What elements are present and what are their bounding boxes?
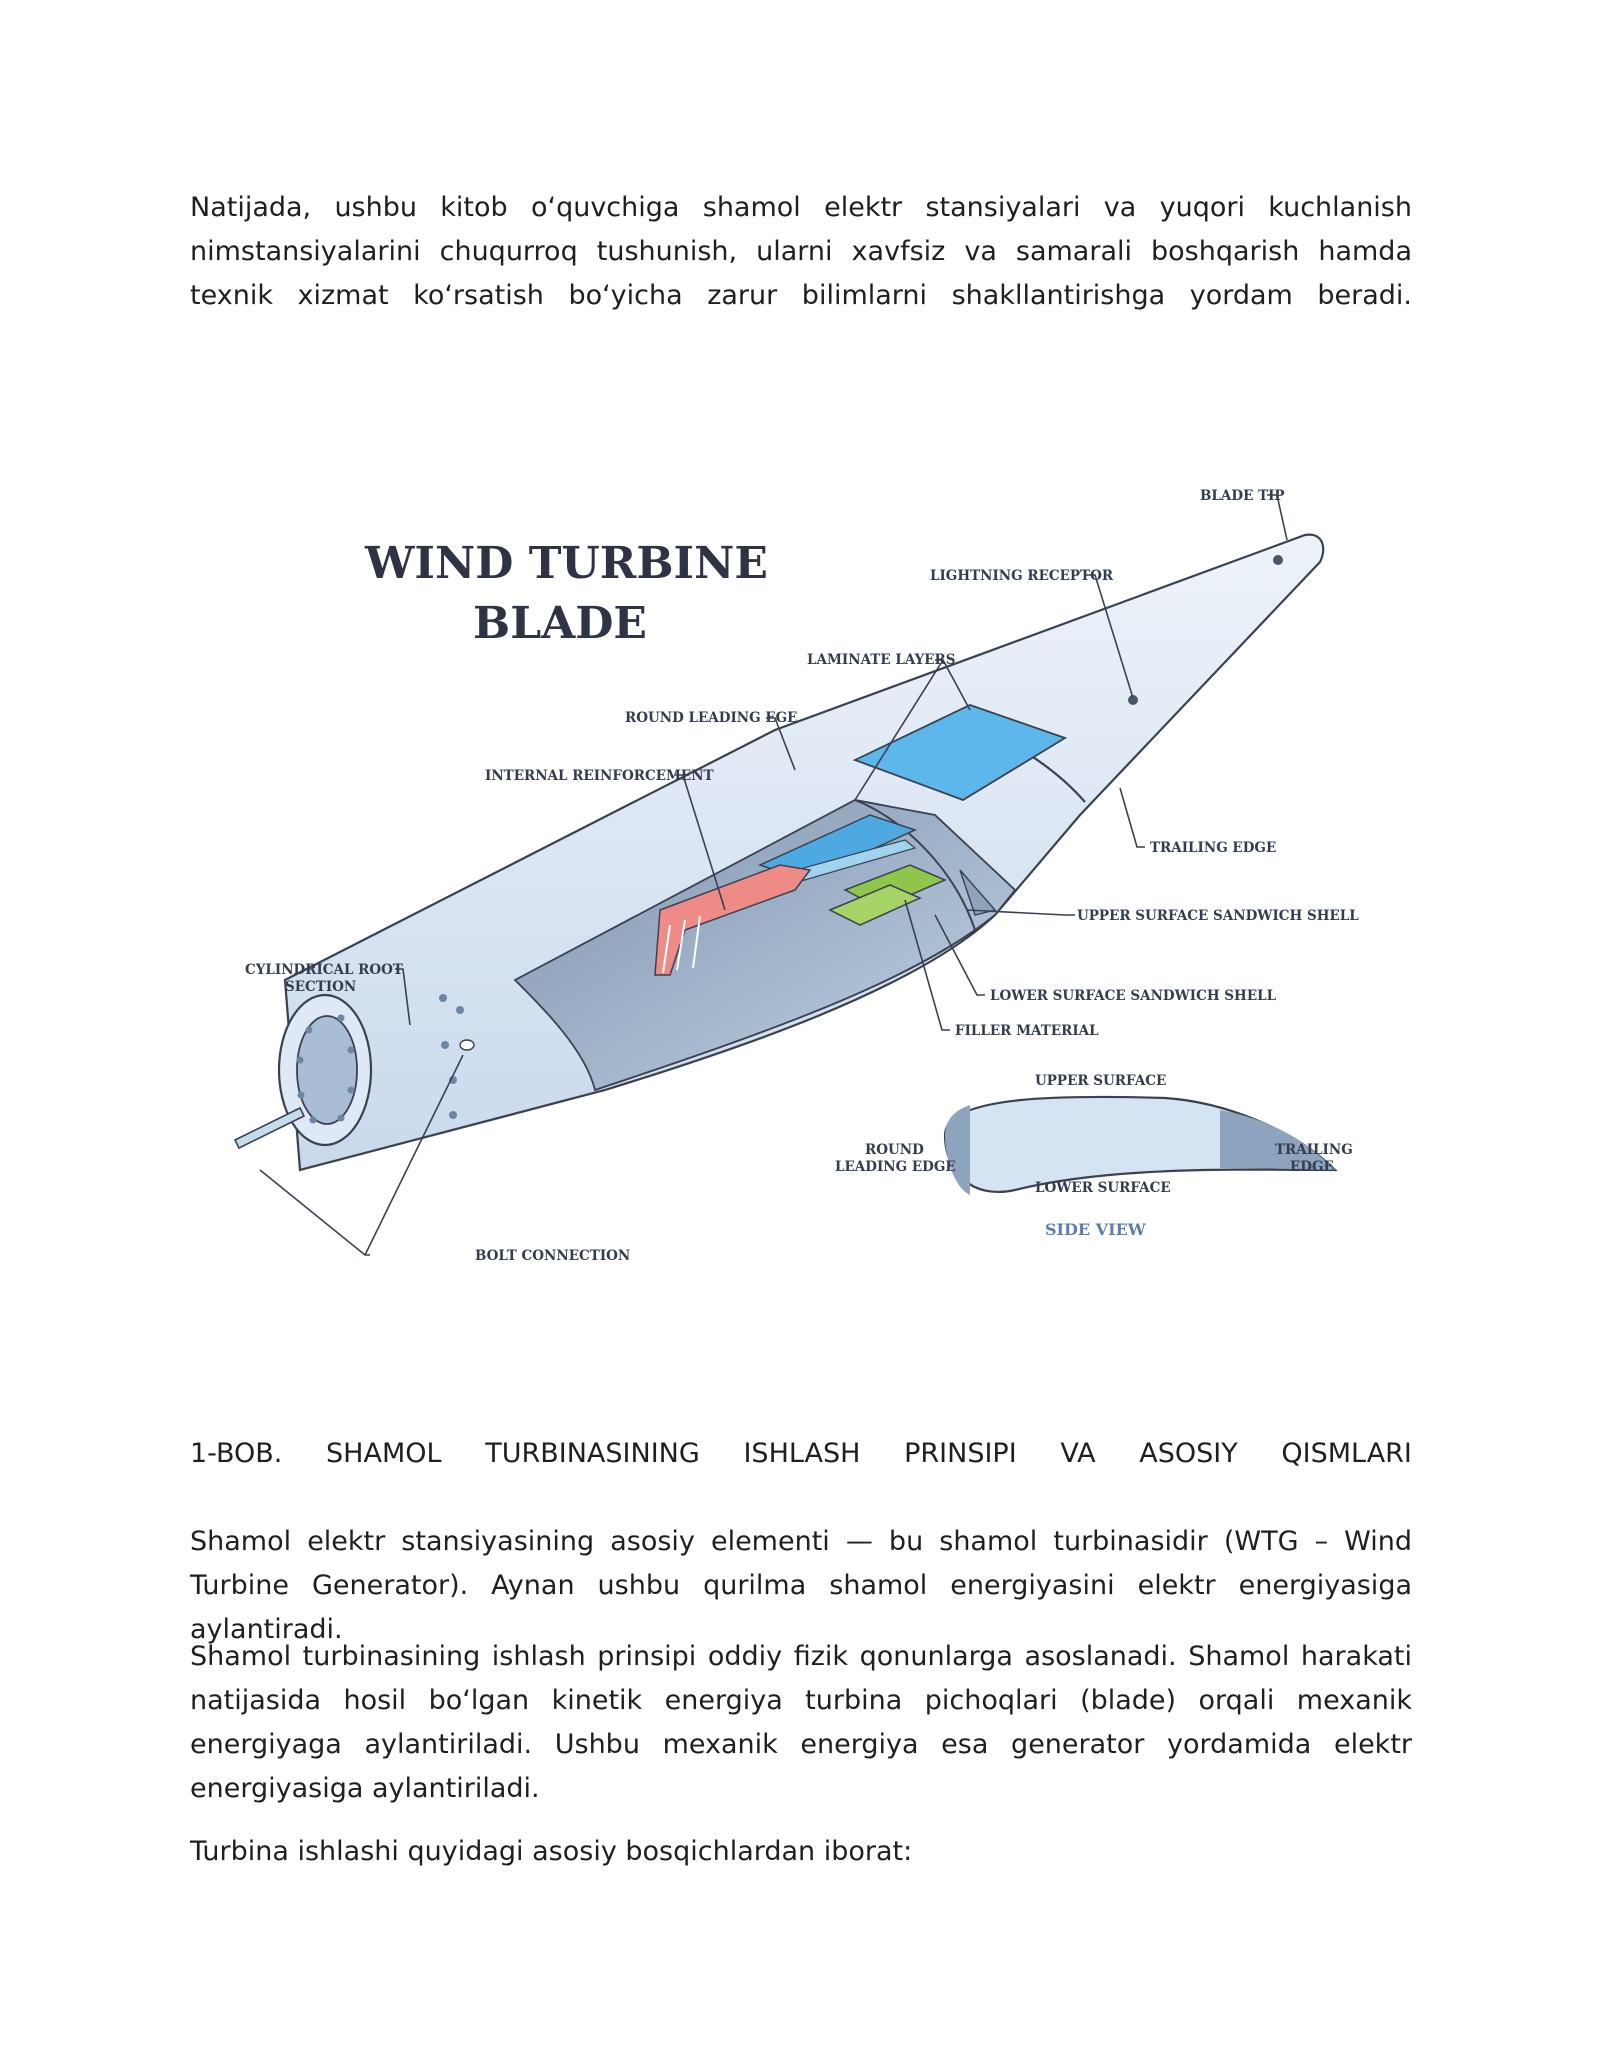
label-side-trailing-line2: EDGE — [1290, 1159, 1334, 1175]
label-round-leading-edge-line1: ROUND — [865, 1142, 924, 1158]
blade-diagram — [215, 470, 1390, 1280]
label-cylindrical-root-line2: SECTION — [285, 979, 357, 995]
label-blade-tip: BLADE TIP — [1200, 488, 1285, 504]
label-side-trailing-line1: TRAILING — [1275, 1142, 1353, 1158]
label-laminate-layers: LAMINATE LAYERS — [807, 652, 956, 668]
heading-word: ISHLASH — [743, 1438, 861, 1469]
label-internal-reinforcement: INTERNAL REINFORCEMENT — [485, 768, 714, 784]
label-round-leading-ege: ROUND LEADING EGE — [625, 710, 798, 726]
heading-word: QISMLARI — [1281, 1438, 1412, 1469]
heading-word: 1-BOB. — [190, 1438, 283, 1469]
label-lower-surface: LOWER SURFACE — [1035, 1180, 1171, 1196]
label-lower-surface-sandwich-shell: LOWER SURFACE SANDWICH SHELL — [990, 988, 1277, 1004]
label-bolt-connection: BOLT CONNECTION — [475, 1248, 631, 1264]
label-trailing-edge: TRAILING EDGE — [1150, 840, 1277, 856]
heading-word: SHAMOL — [326, 1438, 442, 1469]
paragraph-stages-lead: Turbina ishlashi quyidagi asosiy bosqichlardan iborat: — [190, 1836, 913, 1867]
wind-turbine-blade-figure — [215, 470, 1390, 1280]
label-cylindrical-root-line1: CYLINDRICAL ROOT — [245, 962, 403, 978]
chapter-heading — [190, 1432, 1412, 1476]
intro-paragraph: Natijada, ushbu kitob o‘quvchiga shamol elektr stansiyalari va yuqori kuchlanish nimstansiyalarini chuqurroq tushunish, ularni xavfsiz va samarali boshqarish hamda texnik xizmat ko‘rsatish bo‘yicha zarur bilimlarni shakllantirishga yordam beradi. — [190, 192, 1412, 311]
label-side-view: SIDE VIEW — [1045, 1220, 1146, 1239]
label-round-leading-edge-line2: LEADING EDGE — [835, 1159, 956, 1175]
paragraph-wtg-intro: Shamol elektr stansiyasining asosiy elementi — bu shamol turbinasidir (WTG – Wind Turbine Generator). Aynan ushbu qurilma shamol energiyasini elektr energiyasiga aylantiradi. — [190, 1526, 1412, 1645]
figure-title-line2: BLADE — [473, 598, 647, 649]
heading-word: VA — [1060, 1438, 1096, 1469]
root-ring-inner — [297, 1016, 357, 1124]
paragraph-working-principle: Shamol turbinasining ishlash prinsipi oddiy fizik qonunlarga asoslanadi. Shamol harakati natijasida hosil bo‘lgan kinetik energiya turbina pichoqlari (blade) orqali mexanik energiyaga aylantiriladi. Ushbu mexanik energiya esa generator yordamida elektr energiyasiga aylantiriladi. — [190, 1641, 1412, 1804]
figure-title-line1: WIND TURBINE — [365, 538, 768, 589]
label-lightning-receptor: LIGHTNING RECEPTOR — [930, 568, 1114, 584]
bolt — [235, 1108, 304, 1148]
heading-word: ASOSIY — [1139, 1438, 1238, 1469]
heading-word: PRINSIPI — [904, 1438, 1017, 1469]
heading-word: TURBINASINING — [485, 1438, 700, 1469]
label-upper-surface-sandwich-shell: UPPER SURFACE SANDWICH SHELL — [1077, 908, 1359, 924]
label-upper-surface: UPPER SURFACE — [1035, 1073, 1167, 1089]
label-filler-material: FILLER MATERIAL — [955, 1023, 1099, 1039]
